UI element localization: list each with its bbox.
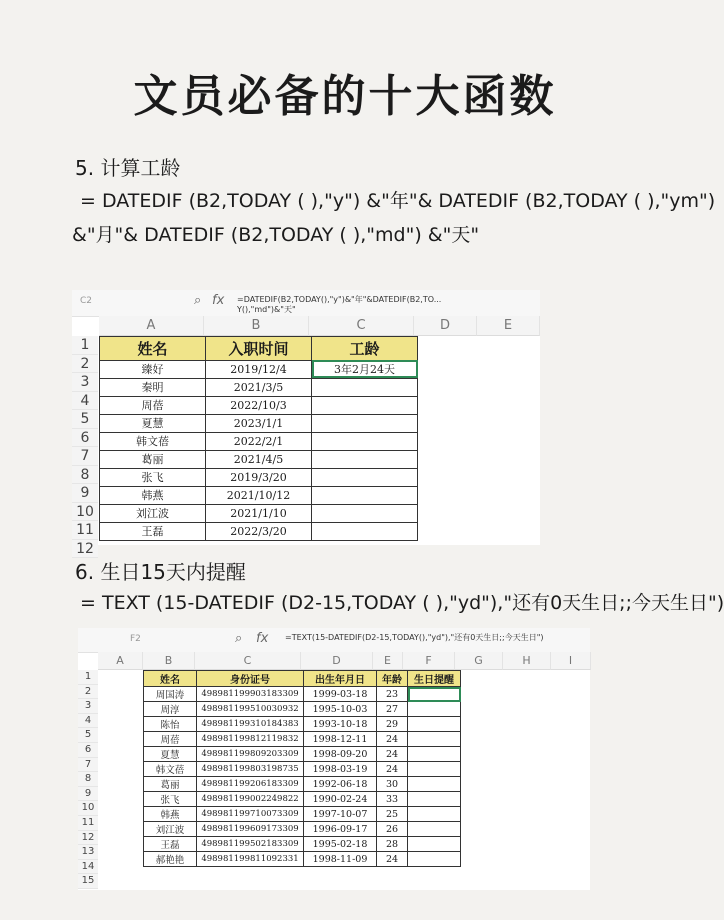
table-cell[interactable]: 2022/3/20 bbox=[206, 522, 312, 540]
section5-heading: 5. 计算工龄 bbox=[75, 156, 181, 180]
table-cell[interactable]: 1995-02-18 bbox=[304, 837, 377, 852]
table-cell[interactable] bbox=[312, 522, 418, 540]
table-row bbox=[100, 468, 418, 486]
row-header-7[interactable]: 7 bbox=[78, 758, 98, 773]
header-cell[interactable]: 工龄 bbox=[312, 337, 418, 361]
table-cell[interactable] bbox=[312, 396, 418, 414]
table-cell[interactable]: 1998-11-09 bbox=[304, 852, 377, 867]
table-cell[interactable]: 2019/3/20 bbox=[206, 468, 312, 486]
section5-formula-line2: &"月"& DATEDIF (B2,TODAY ( ),"md") &"天" bbox=[72, 224, 480, 246]
table-cell[interactable]: 498981199609173309 bbox=[197, 822, 304, 837]
header-cell[interactable]: 出生年月日 bbox=[304, 671, 377, 687]
table-cell[interactable]: 1997-10-07 bbox=[304, 807, 377, 822]
table-row bbox=[144, 747, 461, 762]
table-cell[interactable]: 26 bbox=[377, 822, 408, 837]
header-cell[interactable]: 身份证号 bbox=[197, 671, 304, 687]
table-row bbox=[100, 432, 418, 450]
row-header-6[interactable]: 6 bbox=[72, 429, 98, 448]
table-cell[interactable] bbox=[408, 852, 461, 867]
table-cell[interactable] bbox=[312, 432, 418, 450]
table-cell[interactable]: 葛丽 bbox=[100, 450, 206, 468]
table-row bbox=[100, 486, 418, 504]
table-row bbox=[144, 717, 461, 732]
table-cell[interactable]: 24 bbox=[377, 762, 408, 777]
column-header-i[interactable]: I bbox=[551, 652, 591, 670]
table-row bbox=[100, 396, 418, 414]
column-header-d[interactable]: D bbox=[414, 316, 477, 336]
table-row bbox=[144, 822, 461, 837]
row-header-1[interactable]: 1 bbox=[72, 336, 98, 355]
table-cell[interactable]: 498981199510030932 bbox=[197, 702, 304, 717]
table-cell[interactable]: 周蓓 bbox=[144, 732, 197, 747]
table-cell[interactable] bbox=[408, 777, 461, 792]
column-header-b[interactable]: B bbox=[143, 652, 195, 670]
function-icon[interactable]: fx bbox=[212, 293, 225, 308]
table-cell[interactable]: 24 bbox=[377, 732, 408, 747]
table-row bbox=[100, 522, 418, 540]
table-cell[interactable]: 刘江波 bbox=[144, 822, 197, 837]
section6-heading: 6. 生日15天内提醒 bbox=[75, 560, 246, 584]
column-header-h[interactable]: H bbox=[503, 652, 551, 670]
table-cell[interactable]: 23 bbox=[377, 687, 408, 702]
header-row bbox=[144, 671, 461, 687]
table-cell[interactable]: 498981199310184383 bbox=[197, 717, 304, 732]
column-header-g[interactable]: G bbox=[455, 652, 503, 670]
table-row bbox=[144, 807, 461, 822]
table-cell[interactable]: 498981199002249822 bbox=[197, 792, 304, 807]
table-cell[interactable]: 2023/1/1 bbox=[206, 414, 312, 432]
table-cell[interactable] bbox=[408, 807, 461, 822]
table-cell[interactable] bbox=[408, 837, 461, 852]
table-row bbox=[144, 732, 461, 747]
table-cell[interactable]: 498981199710073309 bbox=[197, 807, 304, 822]
section6-formula-line1: = TEXT (15-DATEDIF (D2-15,TODAY ( ),"yd"),"还有0天生日;;今天生日") bbox=[80, 592, 724, 614]
table-row bbox=[100, 450, 418, 468]
column-header-bar bbox=[72, 316, 540, 336]
formula-text[interactable]: =TEXT(15-DATEDIF(D2-15,TODAY(),"yd"),"还有0天生日;;今天生日") bbox=[285, 633, 544, 642]
table-cell[interactable]: 498981199812119832 bbox=[197, 732, 304, 747]
table-cell[interactable]: 1992-06-18 bbox=[304, 777, 377, 792]
column-header-c[interactable]: C bbox=[309, 316, 414, 336]
table-row bbox=[144, 702, 461, 717]
row-header-12[interactable]: 12 bbox=[72, 540, 98, 559]
table-cell[interactable]: 498981199811092331 bbox=[197, 852, 304, 867]
table-cell[interactable]: 周国涛 bbox=[144, 687, 197, 702]
row-header-3[interactable]: 3 bbox=[78, 699, 98, 714]
table-cell[interactable] bbox=[408, 762, 461, 777]
table-cell[interactable] bbox=[408, 732, 461, 747]
table-row bbox=[144, 762, 461, 777]
formula-bar bbox=[78, 628, 590, 653]
section5-formula-line1: = DATEDIF (B2,TODAY ( ),"y") &"年"& DATEDIF (B2,TODAY ( ),"ym") bbox=[80, 190, 716, 212]
zoom-icon[interactable]: ⌕ bbox=[194, 293, 202, 308]
row-header-1[interactable]: 1 bbox=[78, 670, 98, 685]
zoom-icon[interactable]: ⌕ bbox=[235, 631, 243, 646]
table-cell[interactable]: 1998-12-11 bbox=[304, 732, 377, 747]
birthday-table bbox=[143, 670, 461, 867]
table-cell[interactable]: 2021/1/10 bbox=[206, 504, 312, 522]
header-cell[interactable]: 年龄 bbox=[377, 671, 408, 687]
table-cell[interactable]: 陈怡 bbox=[144, 717, 197, 732]
column-header-b[interactable]: B bbox=[204, 316, 309, 336]
header-cell[interactable]: 姓名 bbox=[144, 671, 197, 687]
table-cell[interactable]: 1990-02-24 bbox=[304, 792, 377, 807]
table-cell[interactable] bbox=[408, 747, 461, 762]
row-header-15[interactable]: 15 bbox=[78, 874, 98, 889]
header-cell[interactable]: 生日提醒 bbox=[408, 671, 461, 687]
spreadsheet-birthday bbox=[78, 628, 590, 890]
header-cell[interactable]: 入职时间 bbox=[206, 337, 312, 361]
table-row bbox=[100, 378, 418, 396]
table-row bbox=[144, 777, 461, 792]
table-cell[interactable]: 葛丽 bbox=[144, 777, 197, 792]
row-header-9[interactable]: 9 bbox=[72, 484, 98, 503]
table-cell[interactable]: 韩燕 bbox=[144, 807, 197, 822]
table-cell[interactable] bbox=[312, 468, 418, 486]
table-row bbox=[144, 852, 461, 867]
table-cell[interactable]: 臻好 bbox=[100, 360, 206, 378]
row-header-8[interactable]: 8 bbox=[78, 772, 98, 787]
table-cell[interactable]: 韩燕 bbox=[100, 486, 206, 504]
table-cell[interactable]: 2021/10/12 bbox=[206, 486, 312, 504]
table-cell[interactable]: 24 bbox=[377, 747, 408, 762]
row-header-11[interactable]: 11 bbox=[72, 521, 98, 540]
table-cell[interactable]: 1996-09-17 bbox=[304, 822, 377, 837]
table-cell[interactable]: 王磊 bbox=[144, 837, 197, 852]
formula-bar bbox=[72, 290, 540, 317]
row-header-3[interactable]: 3 bbox=[72, 373, 98, 392]
row-header-14[interactable]: 14 bbox=[78, 860, 98, 875]
table-cell[interactable]: 498981199206183309 bbox=[197, 777, 304, 792]
table-cell[interactable]: 498981199803198735 bbox=[197, 762, 304, 777]
table-cell[interactable] bbox=[312, 414, 418, 432]
table-cell[interactable]: 498981199502183309 bbox=[197, 837, 304, 852]
table-cell[interactable] bbox=[408, 702, 461, 717]
table-cell[interactable]: 张飞 bbox=[144, 792, 197, 807]
table-cell[interactable]: 周蓓 bbox=[100, 396, 206, 414]
table-cell[interactable]: 2021/4/5 bbox=[206, 450, 312, 468]
function-icon[interactable]: fx bbox=[256, 631, 269, 646]
row-header-5[interactable]: 5 bbox=[72, 410, 98, 429]
row-header-2[interactable]: 2 bbox=[72, 355, 98, 374]
table-cell[interactable]: 1998-03-19 bbox=[304, 762, 377, 777]
formula-text[interactable]: =DATEDIF(B2,TODAY(),"y")&"年"&DATEDIF(B2,TO... bbox=[237, 295, 442, 304]
table-cell[interactable] bbox=[312, 450, 418, 468]
row-header-13[interactable]: 13 bbox=[78, 845, 98, 860]
table-cell[interactable]: 498981199809203309 bbox=[197, 747, 304, 762]
row-header-5[interactable]: 5 bbox=[78, 728, 98, 743]
table-cell[interactable]: 2022/2/1 bbox=[206, 432, 312, 450]
table-cell[interactable]: 33 bbox=[377, 792, 408, 807]
table-cell[interactable]: 498981199903183309 bbox=[197, 687, 304, 702]
table-cell[interactable]: 1998-09-20 bbox=[304, 747, 377, 762]
row-header-9[interactable]: 9 bbox=[78, 787, 98, 802]
row-header-12[interactable]: 12 bbox=[78, 831, 98, 846]
row-header-11[interactable]: 11 bbox=[78, 816, 98, 831]
column-header-e[interactable]: E bbox=[477, 316, 540, 336]
table-cell[interactable]: 1993-10-18 bbox=[304, 717, 377, 732]
row-header-10[interactable]: 10 bbox=[78, 801, 98, 816]
column-header-c[interactable]: C bbox=[195, 652, 301, 670]
row-header-10[interactable]: 10 bbox=[72, 503, 98, 522]
table-row bbox=[144, 792, 461, 807]
table-cell[interactable]: 夏慧 bbox=[100, 414, 206, 432]
column-header-a[interactable]: A bbox=[98, 652, 143, 670]
table-cell[interactable]: 郝艳艳 bbox=[144, 852, 197, 867]
table-cell[interactable]: 25 bbox=[377, 807, 408, 822]
column-header-bar bbox=[78, 652, 590, 670]
table-row bbox=[100, 360, 418, 378]
column-header-a[interactable]: A bbox=[99, 316, 204, 336]
table-cell[interactable]: 周淳 bbox=[144, 702, 197, 717]
column-header-e[interactable]: E bbox=[373, 652, 403, 670]
table-cell[interactable]: 2021/3/5 bbox=[206, 378, 312, 396]
table-cell[interactable]: 3年2月24天 bbox=[312, 360, 418, 378]
worktime-table bbox=[99, 336, 418, 541]
table-row bbox=[144, 837, 461, 852]
table-row bbox=[100, 504, 418, 522]
table-cell[interactable]: 刘江波 bbox=[100, 504, 206, 522]
table-cell[interactable]: 27 bbox=[377, 702, 408, 717]
row-header-4[interactable]: 4 bbox=[72, 392, 98, 411]
table-cell[interactable]: 30 bbox=[377, 777, 408, 792]
table-cell[interactable]: 29 bbox=[377, 717, 408, 732]
table-cell[interactable]: 秦明 bbox=[100, 378, 206, 396]
table-cell[interactable]: 28 bbox=[377, 837, 408, 852]
row-header-4[interactable]: 4 bbox=[78, 714, 98, 729]
table-cell[interactable]: 王磊 bbox=[100, 522, 206, 540]
row-header-8[interactable]: 8 bbox=[72, 466, 98, 485]
table-cell[interactable] bbox=[312, 504, 418, 522]
page-title: 文员必备的十大函数 bbox=[133, 71, 557, 122]
table-cell[interactable] bbox=[408, 687, 461, 702]
table-cell[interactable] bbox=[312, 486, 418, 504]
table-row bbox=[144, 687, 461, 702]
column-header-d[interactable]: D bbox=[301, 652, 373, 670]
table-cell[interactable]: 1995-10-03 bbox=[304, 702, 377, 717]
table-cell[interactable] bbox=[408, 717, 461, 732]
column-header-f[interactable]: F bbox=[403, 652, 455, 670]
table-cell[interactable]: 24 bbox=[377, 852, 408, 867]
table-cell[interactable]: 2019/12/4 bbox=[206, 360, 312, 378]
table-cell[interactable] bbox=[312, 378, 418, 396]
table-cell[interactable]: 韩文蓓 bbox=[100, 432, 206, 450]
spreadsheet-workday bbox=[72, 290, 540, 557]
table-cell[interactable]: 夏慧 bbox=[144, 747, 197, 762]
table-cell[interactable] bbox=[408, 792, 461, 807]
header-cell[interactable]: 姓名 bbox=[100, 337, 206, 361]
header-row bbox=[100, 337, 418, 361]
row-header-6[interactable]: 6 bbox=[78, 743, 98, 758]
table-cell[interactable]: 2022/10/3 bbox=[206, 396, 312, 414]
row-header-2[interactable]: 2 bbox=[78, 685, 98, 700]
cell-reference[interactable]: C2 bbox=[80, 296, 93, 306]
row-header-7[interactable]: 7 bbox=[72, 447, 98, 466]
formula-text-line2: Y(),"md")&"天" bbox=[237, 305, 296, 314]
cell-reference[interactable]: F2 bbox=[130, 634, 141, 644]
table-row bbox=[100, 414, 418, 432]
table-cell[interactable]: 韩文蓓 bbox=[144, 762, 197, 777]
table-cell[interactable]: 张飞 bbox=[100, 468, 206, 486]
table-cell[interactable]: 1999-03-18 bbox=[304, 687, 377, 702]
table-cell[interactable] bbox=[408, 822, 461, 837]
